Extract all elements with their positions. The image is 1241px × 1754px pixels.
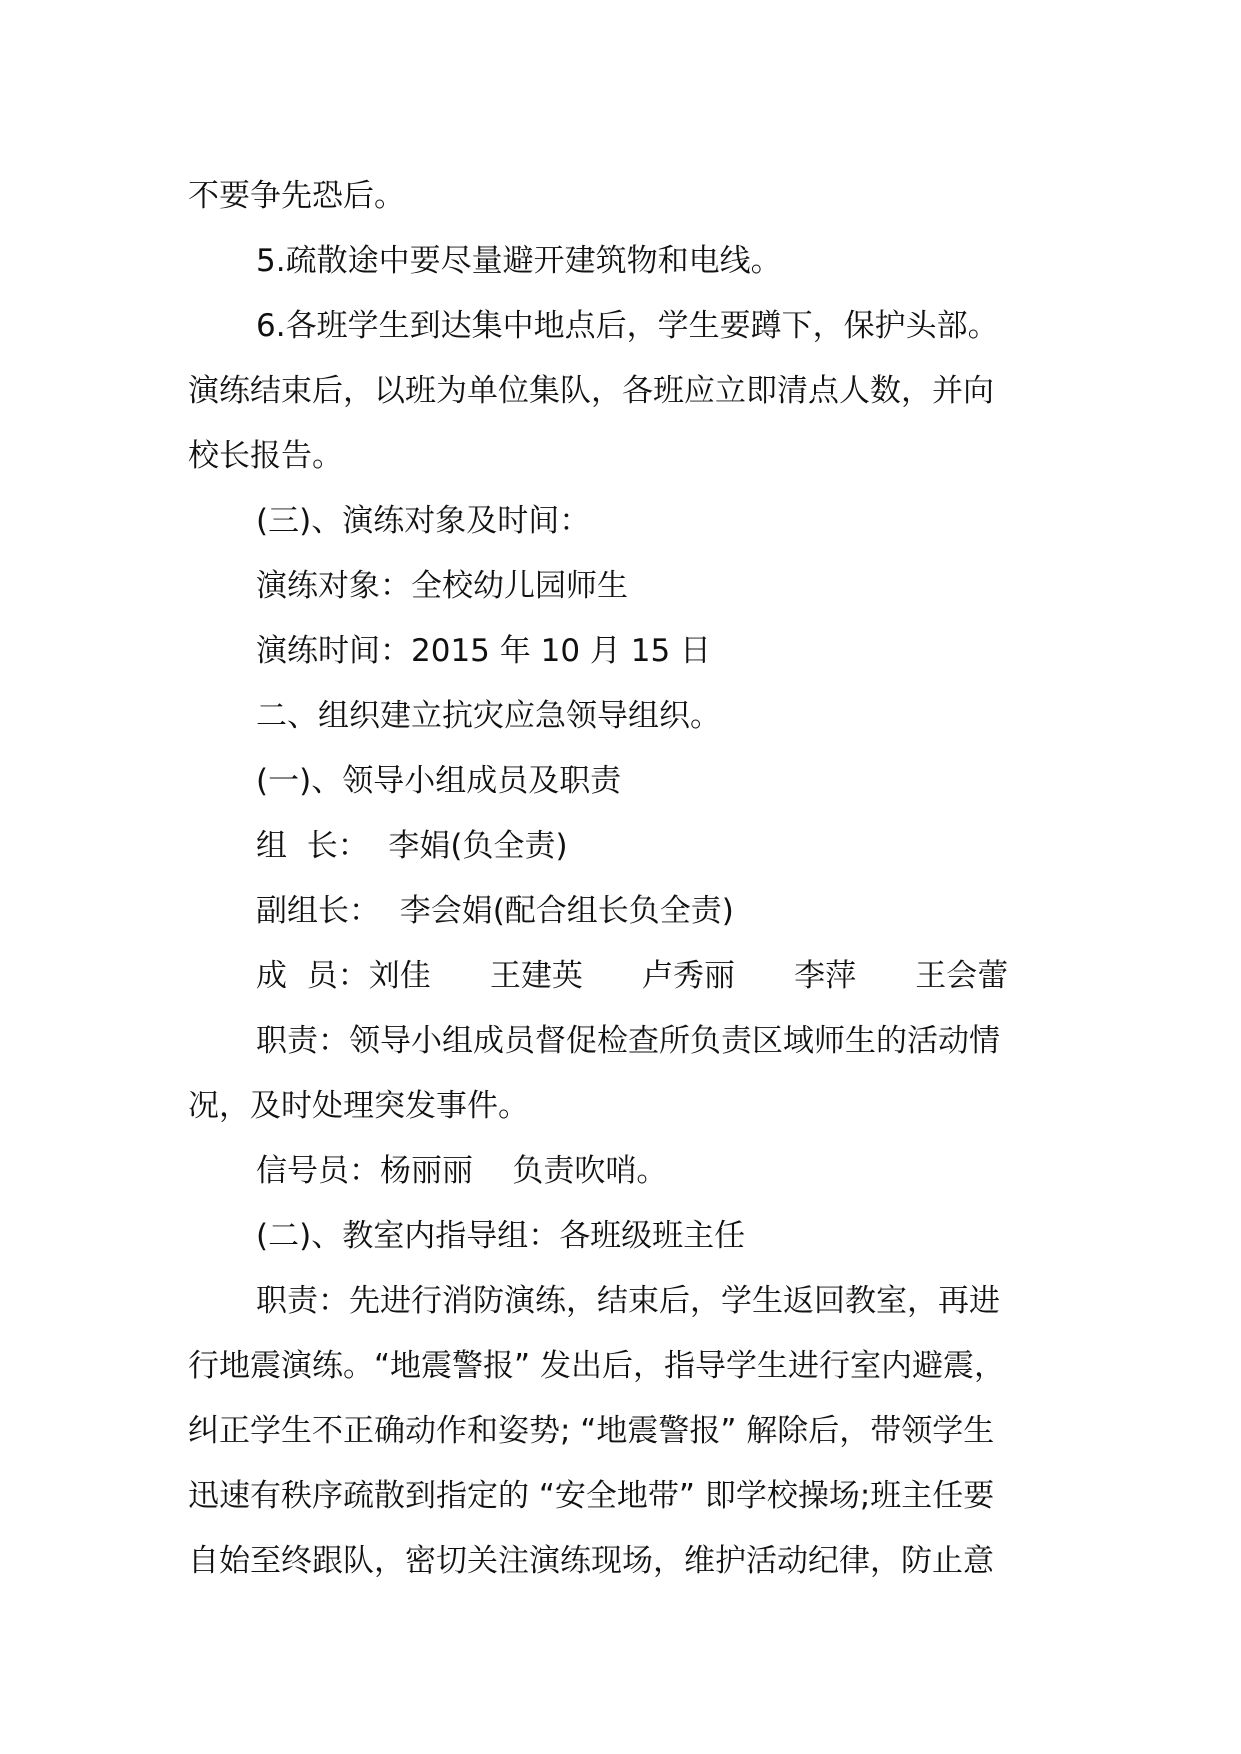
paragraph-line: 演练时间：2015 年 10 月 15 日 [256, 633, 712, 669]
paragraph-line: 行地震演练。“地震警报” 发出后，指导学生进行室内避震， [188, 1348, 1005, 1384]
paragraph-line: 校长报告。 [188, 438, 343, 474]
paragraph-line: 迅速有秩序疏散到指定的 “安全地带” 即学校操场;班主任要 [188, 1478, 995, 1514]
paragraph-line: 组 长： 李娟(负全责) [256, 828, 568, 864]
paragraph-line: 副组长： 李会娟(配合组长负全责) [256, 893, 734, 929]
paragraph-line: 演练对象：全校幼儿园师生 [256, 568, 628, 604]
paragraph-line: 不要争先恐后。 [188, 178, 405, 214]
paragraph-line: 信号员：杨丽丽 负责吹哨。 [256, 1153, 668, 1189]
paragraph-line: 演练结束后，以班为单位集队，各班应立即清点人数，并向 [188, 373, 994, 409]
paragraph-line: 成 员：刘佳 王建英 卢秀丽 李萍 王会蕾 [256, 958, 1009, 994]
paragraph-line: 6.各班学生到达集中地点后，学生要蹲下，保护头部。 [256, 308, 999, 344]
section-heading: 二、组织建立抗灾应急领导组织。 [256, 698, 721, 734]
paragraph-line: 职责：先进行消防演练，结束后，学生返回教室，再进 [256, 1283, 1000, 1319]
paragraph-line: 职责：领导小组成员督促检查所负责区域师生的活动情 [256, 1023, 1000, 1059]
paragraph-line: 况，及时处理突发事件。 [188, 1088, 529, 1124]
section-heading: (一)、领导小组成员及职责 [256, 763, 622, 799]
section-heading: (三)、演练对象及时间： [256, 503, 591, 539]
document-body [188, 164, 1058, 1594]
paragraph-line: 自始至终跟队，密切关注演练现场，维护活动纪律，防止意 [188, 1543, 994, 1579]
section-heading: (二)、教室内指导组：各班级班主任 [256, 1218, 746, 1254]
paragraph-line: 5.疏散途中要尽量避开建筑物和电线。 [256, 243, 782, 279]
paragraph-line: 纠正学生不正确动作和姿势; “地震警报” 解除后，带领学生 [188, 1413, 995, 1449]
